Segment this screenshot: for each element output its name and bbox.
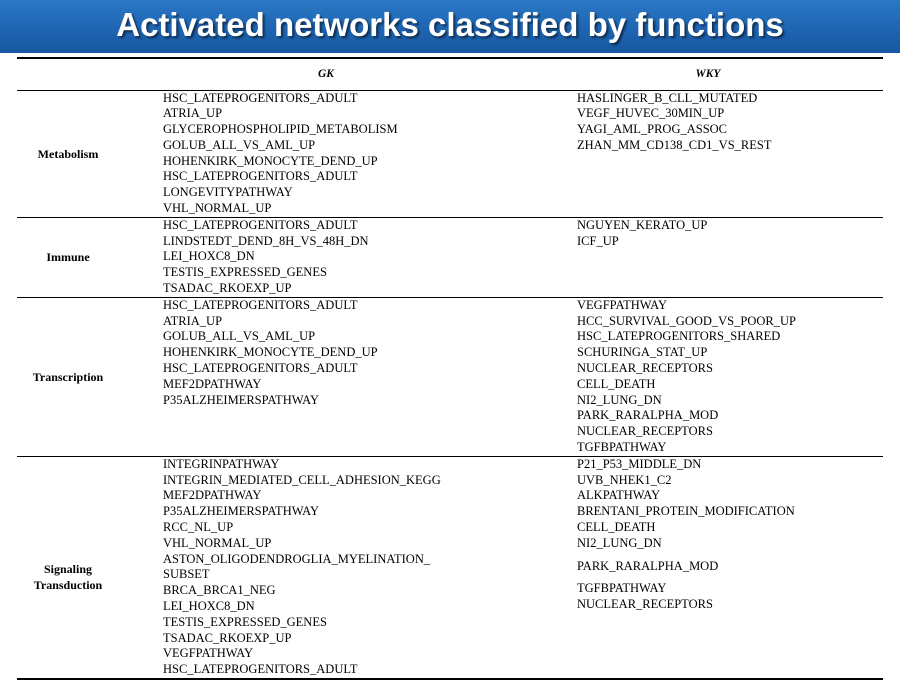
gk-gene-set: INTEGRIN_MEDIATED_CELL_ADHESION_KEGG [163,472,441,487]
wky-cell [533,217,883,297]
wky-gene-set: VEGF_HUVEC_30MIN_UP [577,106,725,121]
gk-gene-set: HSC_LATEPROGENITORS_ADULT [163,297,358,312]
wky-gene-set: ICF_UP [577,233,619,248]
gk-cell [119,297,533,456]
wky-gene-set: HASLINGER_B_CLL_MUTATED [577,90,758,105]
gk-header: GK [318,68,334,81]
table-body [17,90,883,679]
gk-gene-set: HSC_LATEPROGENITORS_ADULT [163,90,358,105]
wky-cell [533,456,883,679]
gk-gene-set: MEF2DPATHWAY [163,376,262,391]
wky-gene-set: UVB_NHEK1_C2 [577,472,672,487]
gk-gene-set: VHL_NORMAL_UP [163,201,272,216]
wky-gene-set: SCHURINGA_STAT_UP [577,345,708,360]
gk-gene-set: HOHENKIRK_MONOCYTE_DEND_UP [163,345,378,360]
gk-gene-set: TSADAC_RKOEXP_UP [163,630,292,645]
table-row [17,90,883,217]
category-cell [17,297,119,456]
gk-gene-set: HSC_LATEPROGENITORS_ADULT [163,361,358,376]
category-cell [17,456,119,679]
gk-gene-set: BRCA_BRCA1_NEG [163,583,276,598]
gk-gene-set: TESTIS_EXPRESSED_GENES [163,614,327,629]
wky-gene-set: NI2_LUNG_DN [577,392,662,407]
gk-gene-set: MEF2DPATHWAY [163,488,262,503]
gk-gene-set: SUBSET [163,567,210,582]
gk-cell [119,90,533,217]
gk-gene-set: GLYCEROPHOSPHOLIPID_METABOLISM [163,122,398,137]
category-label: Metabolism [37,146,99,161]
category-cell [17,217,119,297]
gk-gene-set: HSC_LATEPROGENITORS_ADULT [163,169,358,184]
gk-gene-set: GOLUB_ALL_VS_AML_UP [163,137,316,152]
gk-gene-set: LEI_HOXC8_DN [163,249,255,264]
gk-gene-set: VHL_NORMAL_UP [163,535,272,550]
wky-gene-set: ZHAN_MM_CD138_CD1_VS_REST [577,137,772,152]
gk-gene-set: VEGFPATHWAY [163,646,254,661]
gk-gene-set: HOHENKIRK_MONOCYTE_DEND_UP [163,153,378,168]
wky-gene-set: YAGI_AML_PROG_ASSOC [577,122,728,137]
wky-cell [533,90,883,217]
table-row [17,217,883,297]
gk-gene-set: GOLUB_ALL_VS_AML_UP [163,329,316,344]
category-header [17,58,119,90]
table-row [17,456,883,679]
category-label: Signaling Transduction [33,562,103,593]
table-row [17,297,883,456]
wky-cell [533,297,883,456]
wky-gene-set: ALKPATHWAY [577,488,661,503]
gk-gene-set: LONGEVITYPATHWAY [163,185,293,200]
gk-gene-set: TSADAC_RKOEXP_UP [163,281,292,296]
category-cell [17,90,119,217]
gk-gene-set: HSC_LATEPROGENITORS_ADULT [163,217,358,232]
gk-cell [119,217,533,297]
wky-gene-set: CELL_DEATH [577,520,656,535]
wky-gene-set: HCC_SURVIVAL_GOOD_VS_POOR_UP [577,313,796,328]
gk-gene-set: LEI_HOXC8_DN [163,599,255,613]
gk-gene-set: ATRIA_UP [163,313,223,328]
wky-gene-set: NUCLEAR_RECEPTORS [577,424,713,439]
table-header-row [17,58,883,90]
wky-gene-set: P21_P53_MIDDLE_DN [577,456,702,471]
wky-gene-set: CELL_DEATH [577,376,656,391]
gk-gene-set: INTEGRINPATHWAY [163,456,280,471]
wky-gene-set: PARK_RARALPHA_MOD [577,558,719,573]
category-label: Transcription [32,369,104,384]
wky-header: WKY [695,68,721,81]
gk-gene-set: ASTON_OLIGODENDROGLIA_MYELINATION_ [163,551,431,566]
gk-gene-set: TESTIS_EXPRESSED_GENES [163,265,327,280]
slide-title: Activated networks classified by functions [116,6,784,43]
wky-gene-set: NI2_LUNG_DN [577,535,662,550]
category-label: Immune [46,250,90,265]
gk-gene-set: LINDSTEDT_DEND_8H_VS_48H_DN [163,233,369,248]
wky-gene-set: BRENTANI_PROTEIN_MODIFICATION [577,504,795,519]
wky-gene-set: NUCLEAR_RECEPTORS [577,361,713,376]
gk-gene-set: RCC_NL_UP [163,520,234,535]
wky-gene-set: NUCLEAR_RECEPTORS [577,597,713,612]
gk-gene-set: P35ALZHEIMERSPATHWAY [163,504,320,519]
gk-cell [119,456,533,679]
wky-gene-set: TGFBPATHWAY [577,581,667,596]
gk-gene-set: P35ALZHEIMERSPATHWAY [163,392,320,407]
title-banner [0,0,900,53]
wky-gene-set: TGFBPATHWAY [577,440,667,455]
gk-gene-set: ATRIA_UP [163,106,223,121]
wky-gene-set: NGUYEN_KERATO_UP [577,217,708,232]
wky-gene-set: VEGFPATHWAY [577,297,668,312]
wky-gene-set: HSC_LATEPROGENITORS_SHARED [577,329,781,344]
gk-gene-set: HSC_LATEPROGENITORS_ADULT [163,662,358,677]
networks-table [17,57,883,680]
wky-gene-set: PARK_RARALPHA_MOD [577,408,719,423]
